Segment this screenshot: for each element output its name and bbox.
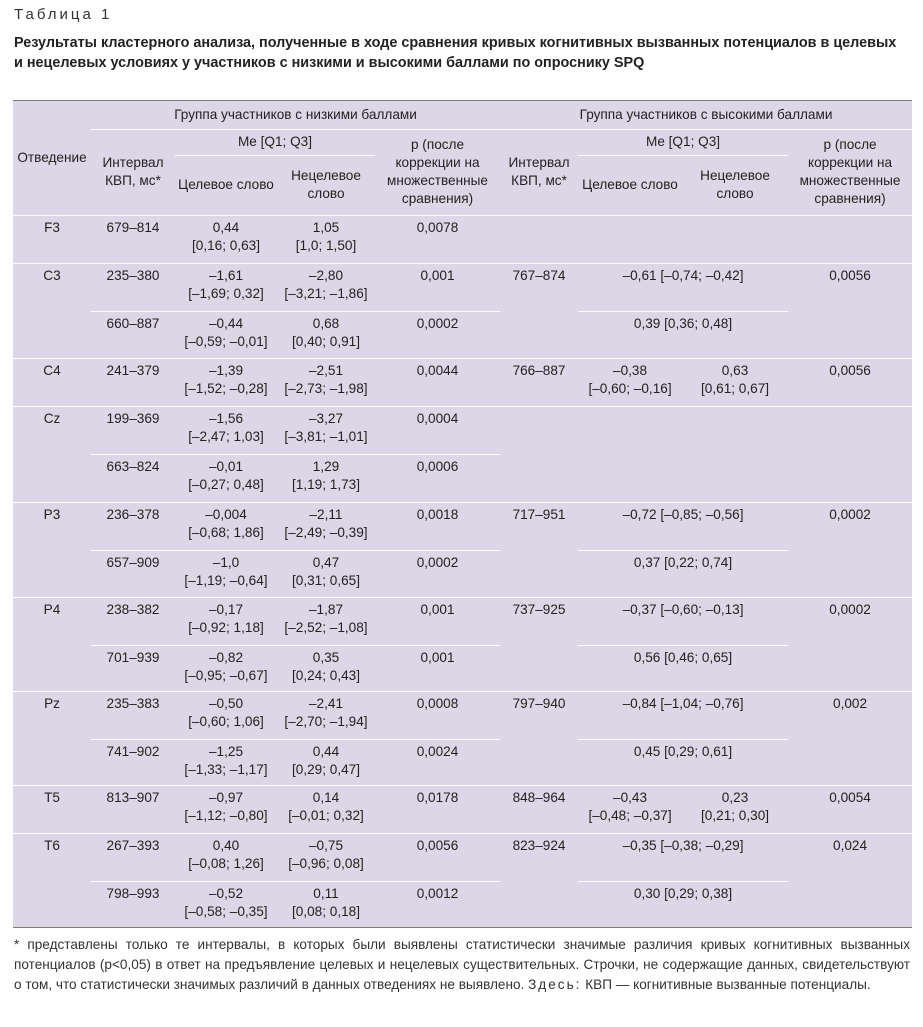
- target-cell: –0,01 [–0,27; 0,48]: [175, 454, 277, 502]
- target-cell: –0,17 [–0,92; 1,18]: [188, 601, 264, 635]
- header-interval-low: Интервал КВП, мс*: [91, 129, 175, 215]
- nontarget-cell: 0,11 [0,08; 0,18]: [277, 881, 375, 927]
- table-caption: Результаты кластерного анализа, полученные в ходе сравнения кривых когнитивных вызванных потенциалов в целевых и нецелевых условиях у участников с низкими и высокими баллами по опроснику SPQ: [14, 35, 897, 71]
- nontarget-cell: –1,87 [–2,52; –1,08]: [284, 601, 368, 635]
- nontarget-cell: 0,44 [0,29; 0,47]: [277, 739, 375, 785]
- table-row-cz: [13, 406, 912, 454]
- interval-cell: 657–909: [91, 550, 175, 597]
- header-me-low: Me [Q1; Q3]: [175, 129, 375, 155]
- lead-cell: C4: [43, 362, 61, 378]
- p-cell: 0,0044: [416, 362, 459, 378]
- interval-cell: 238–382: [106, 601, 160, 617]
- header-group-low: Группа участников с низкими баллами: [174, 106, 417, 122]
- header-target-high: Целевое слово: [578, 155, 682, 215]
- nontarget-cell: 0,47 [0,31; 0,65]: [277, 550, 375, 597]
- table-row-p3-2: [13, 550, 912, 597]
- lead-cell: F3: [44, 219, 60, 235]
- nontarget-cell: –2,11 [–2,49; –0,39]: [284, 506, 368, 540]
- target-cell-high: –0,61 [–0,74; –0,42]: [622, 267, 744, 283]
- interval-cell: 663–824: [91, 454, 175, 502]
- p-cell: 0,001: [420, 601, 455, 617]
- nontarget-cell: 0,68 [0,40; 0,91]: [277, 311, 375, 358]
- target-cell-high: –0,72 [–0,85; –0,56]: [622, 506, 744, 522]
- p-cell-high: 0,0056: [829, 362, 871, 378]
- header-interval-high: Интервал КВП, мс*: [500, 129, 578, 215]
- table-row-t5: [13, 785, 912, 833]
- target-cell: –1,56 [–2,47; 1,03]: [188, 410, 264, 444]
- nontarget-cell-high: 0,56 [0,46; 0,65]: [578, 645, 788, 691]
- p-cell: 0,0002: [375, 550, 500, 597]
- target-cell: –0,004 [–0,68; 1,86]: [188, 506, 264, 540]
- target-cell: 0,40 [–0,08; 1,26]: [188, 837, 264, 871]
- interval-cell-high: 737–925: [512, 601, 566, 617]
- target-cell: –1,39 [–1,52; –0,28]: [184, 362, 268, 396]
- header-lead: Отведение: [17, 149, 87, 165]
- header-nontarget-high: Нецелевое слово: [682, 155, 788, 215]
- header-p-low: р (после коррекции на множественные сравнения): [375, 129, 500, 215]
- interval-cell: 660–887: [91, 311, 175, 358]
- target-cell-high: –0,43 [–0,48; –0,37]: [588, 789, 672, 823]
- interval-cell-high: 767–874: [512, 267, 566, 283]
- footnote-text: * представлены только те интервалы, в которых были выявлены статистически значимые различия кривых когнитивных вызванных потенциалов (p<0,05) в ответ на предъявление целевых и нецелевых существительных. Строчки, не содержащие данных, свидетельствуют о том, что статистически значимых различий в данных отведениях не выявлено.: [14, 937, 910, 992]
- target-cell: –1,25 [–1,33; –1,17]: [175, 739, 277, 785]
- lead-cell: C3: [43, 267, 61, 283]
- interval-cell: 701–939: [91, 645, 175, 691]
- interval-cell: 199–369: [106, 410, 160, 426]
- table-row-p4-2: [13, 645, 912, 691]
- p-cell: 0,0008: [416, 695, 459, 711]
- p-cell-high: 0,0054: [829, 789, 871, 805]
- nontarget-cell-high: 0,30 [0,29; 0,38]: [578, 881, 788, 927]
- target-cell: –1,0 [–1,19; –0,64]: [175, 550, 277, 597]
- target-cell: –0,52 [–0,58; –0,35]: [175, 881, 277, 927]
- interval-cell: 741–902: [91, 739, 175, 785]
- nontarget-cell: 1,29 [1,19; 1,73]: [277, 454, 375, 502]
- nontarget-cell: 0,14 [–0,01; 0,32]: [288, 789, 364, 823]
- nontarget-cell: 0,35 [0,24; 0,43]: [277, 645, 375, 691]
- interval-cell: 241–379: [106, 362, 160, 378]
- table-row-p4: [13, 597, 912, 645]
- header-nontarget-low: Нецелевое слово: [277, 155, 375, 215]
- p-cell: 0,0018: [416, 506, 459, 522]
- target-cell: 0,44 [0,16; 0,63]: [191, 219, 261, 253]
- nontarget-cell: 1,05 [1,0; 1,50]: [295, 219, 357, 253]
- nontarget-cell-high: 0,39 [0,36; 0,48]: [578, 311, 788, 358]
- target-cell-high: –0,35 [–0,38; –0,29]: [622, 837, 744, 853]
- table-row-c4: [13, 358, 912, 406]
- p-cell: 0,0024: [375, 739, 500, 785]
- nontarget-cell-high: 0,63 [0,61; 0,67]: [701, 362, 770, 396]
- p-cell: 0,0178: [416, 789, 459, 805]
- interval-cell-high: 848–964: [512, 789, 566, 805]
- p-cell: 0,0006: [375, 454, 500, 502]
- nontarget-cell-high: 0,23 [0,21; 0,30]: [701, 789, 770, 823]
- header-me-high: Me [Q1; Q3]: [578, 129, 788, 155]
- table-number: Таблица 1: [14, 6, 113, 23]
- nontarget-cell-high: 0,45 [0,29; 0,61]: [578, 739, 788, 785]
- target-cell-high: –0,37 [–0,60; –0,13]: [622, 601, 744, 617]
- table-row-t6-2: [13, 881, 912, 927]
- target-cell: –0,44 [–0,59; –0,01]: [175, 311, 277, 358]
- lead-cell: Pz: [44, 695, 60, 711]
- p-cell: 0,0004: [416, 410, 459, 426]
- p-cell: 0,0002: [375, 311, 500, 358]
- nontarget-cell: –0,75 [–0,96; 0,08]: [288, 837, 364, 871]
- table-row-pz: [13, 691, 912, 739]
- p-cell: 0,0012: [375, 881, 500, 927]
- nontarget-cell: –2,41 [–2,70; –1,94]: [284, 695, 368, 729]
- p-cell: 0,0078: [416, 219, 459, 235]
- interval-cell: 813–907: [106, 789, 160, 805]
- interval-cell: 235–383: [106, 695, 160, 711]
- interval-cell-high: 717–951: [512, 506, 566, 522]
- table-row-t6: [13, 833, 912, 881]
- target-cell-high: –0,38 [–0,60; –0,16]: [588, 362, 672, 396]
- p-cell-high: 0,0056: [829, 267, 871, 283]
- results-table: [13, 100, 912, 928]
- footnote-abbreviation: КВП — когнитивные вызванные потенциалы.: [585, 977, 871, 992]
- nontarget-cell-high: 0,37 [0,22; 0,74]: [578, 550, 788, 597]
- table-row-pz-2: [13, 739, 912, 785]
- interval-cell: 798–993: [91, 881, 175, 927]
- target-cell: –0,82 [–0,95; –0,67]: [175, 645, 277, 691]
- lead-cell: T6: [44, 837, 60, 853]
- lead-cell: P4: [43, 601, 61, 617]
- nontarget-cell: –3,27 [–3,81; –1,01]: [284, 410, 368, 444]
- table-row-c3: [13, 263, 912, 311]
- interval-cell: 235–380: [106, 267, 160, 283]
- lead-cell: Cz: [43, 410, 61, 426]
- lead-cell: P3: [43, 506, 61, 522]
- target-cell: –0,50 [–0,60; 1,06]: [188, 695, 264, 729]
- interval-cell: 267–393: [106, 837, 160, 853]
- p-cell-high: 0,002: [833, 695, 868, 711]
- table-row-c3-2: [13, 311, 912, 358]
- target-cell: –1,61 [–1,69; 0,32]: [188, 267, 264, 301]
- table-footnote: [14, 935, 910, 995]
- header-p-high: р (после коррекции на множественные сравнения): [788, 129, 912, 215]
- interval-cell-high: 766–887: [512, 362, 566, 378]
- table-row-p3: [13, 502, 912, 550]
- interval-cell-high: 797–940: [512, 695, 566, 711]
- p-cell-high: 0,0002: [829, 506, 871, 522]
- lead-cell: T5: [44, 789, 60, 805]
- header-group-high: Группа участников с высокими баллами: [579, 106, 833, 122]
- p-cell-high: 0,024: [833, 837, 868, 853]
- target-cell-high: –0,84 [–1,04; –0,76]: [622, 695, 744, 711]
- header-target-low: Целевое слово: [175, 155, 277, 215]
- interval-cell: 236–378: [106, 506, 160, 522]
- interval-cell: 679–814: [106, 219, 160, 235]
- p-cell-high: 0,0002: [829, 601, 871, 617]
- footnote-here-label: Здесь:: [528, 977, 582, 992]
- nontarget-cell: –2,80 [–3,21; –1,86]: [284, 267, 368, 301]
- p-cell: 0,001: [420, 267, 455, 283]
- table-row-f3: [13, 215, 912, 263]
- target-cell: –0,97 [–1,12; –0,80]: [184, 789, 268, 823]
- interval-cell-high: 823–924: [512, 837, 566, 853]
- p-cell: 0,0056: [416, 837, 459, 853]
- p-cell: 0,001: [375, 645, 500, 691]
- nontarget-cell: –2,51 [–2,73; –1,98]: [284, 362, 368, 396]
